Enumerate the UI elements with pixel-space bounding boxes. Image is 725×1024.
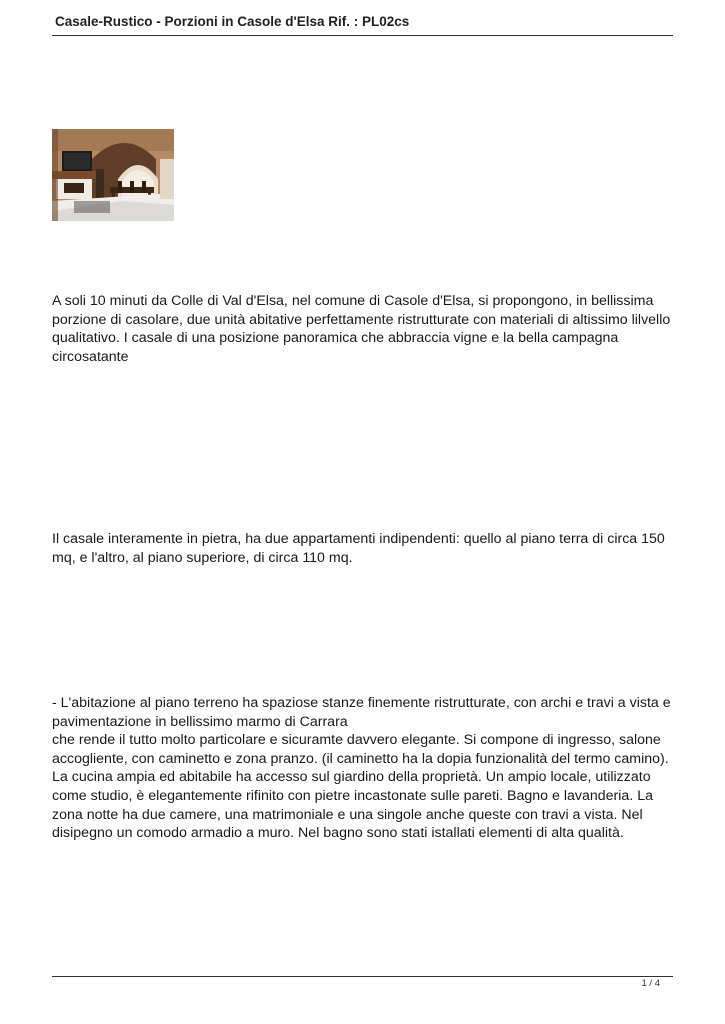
page-number: 1 / 4: [641, 978, 660, 989]
description-paragraph-ground-floor: [52, 694, 677, 843]
paragraph-text: Il casale interamente in pietra, ha due appartamenti indipendenti: quello al piano terra di circa 150 mq, e l'altro, al piano superiore, di circa 110 mq.: [52, 531, 665, 566]
description-paragraph-layout: [52, 530, 677, 567]
header-divider: [52, 35, 673, 36]
property-interior-photo: [52, 129, 174, 221]
document-title: Casale-Rustico - Porzioni in Casole d'Elsa Rif. : PL02cs: [55, 14, 410, 29]
description-paragraph-location: [52, 292, 677, 366]
footer-divider: [52, 976, 673, 977]
paragraph-text: A soli 10 minuti da Colle di Val d'Elsa, nel comune di Casole d'Elsa, si propongono, in bellissima porzione di casolare, due unità abitative perfettamente ristrutturate con materiali di altissimo lilvello qualitativo. I casale di una posizione panoramica che abbraccia vigne e la bella campagna circosatante: [52, 293, 671, 365]
paragraph-text: che rende il tutto molto particolare e sicuramte davvero elegante. Si compone di ingresso, salone accogliente, con caminetto e zona pranzo. (il caminetto ha la dopia funzionalità del termo camino). La cucina ampia ed abitabile ha accesso sul giardino della proprietà. Un ampio locale, utilizzato come studio, è elegantemente rifinito con pietre incastonate sulle pareti. Bagno e lavanderia. La zona notte ha due camere, una matrimoniale e una singole anche queste con travi a vista. Nel disipegno un comodo armadio a muro. Nel bagno sono stati istallati elementi di alta qualità.: [52, 732, 669, 842]
paragraph-text: - L'abitazione al piano terreno ha spaziose stanze finemente ristrutturate, con archi e travi a vista e pavimentazione in bellissimo marmo di Carrara: [52, 695, 671, 730]
